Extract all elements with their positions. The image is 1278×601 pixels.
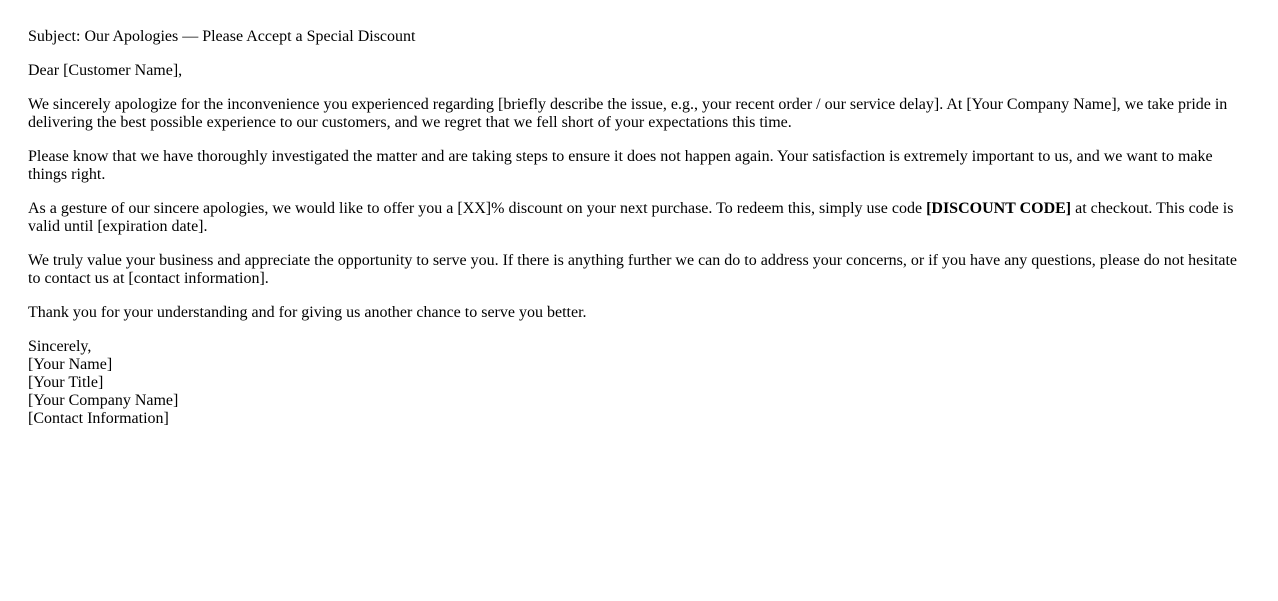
signoff-company: [Your Company Name] [28,392,179,409]
email-paragraph-discount [28,200,1242,236]
email-subject: Subject: Our Apologies — Please Accept a Special Discount [28,28,416,45]
signoff-contact: [Contact Information] [28,410,169,427]
email-paragraph-thanks: Thank you for your understanding and for giving us another chance to serve you better. [28,304,587,321]
email-signoff [28,338,1242,428]
signoff-name: [Your Name] [28,356,113,373]
email-paragraph-value: We truly value your business and appreciate the opportunity to serve you. If there is anything further we can do to address your concerns, or if you have any questions, please do not hesitate to contact us at [contact information]. [28,252,1238,287]
discount-code: [DISCOUNT CODE] [926,200,1072,217]
discount-text-before: As a gesture of our sincere apologies, we would like to offer you a [XX]% discount on your next purchase. To redeem this, simply use code [28,200,927,217]
signoff-closing: Sincerely, [28,338,92,355]
email-greeting: Dear [Customer Name], [28,62,183,79]
signoff-title: [Your Title] [28,374,104,391]
discount-text-after: at checkout. This code is valid until [expiration date]. [28,200,1234,235]
email-paragraph-apology: We sincerely apologize for the inconvenience you experienced regarding [briefly describe the issue, e.g., your recent order / our service delay]. At [Your Company Name], we take pride in delivering the best possible experience to our customers, and we regret that we fell short of your expectations this time. [28,96,1228,131]
email-letter [28,28,1242,444]
email-paragraph-investigation: Please know that we have thoroughly investigated the matter and are taking steps to ensure it does not happen again. Your satisfaction is extremely important to us, and we want to make things right. [28,148,1213,183]
